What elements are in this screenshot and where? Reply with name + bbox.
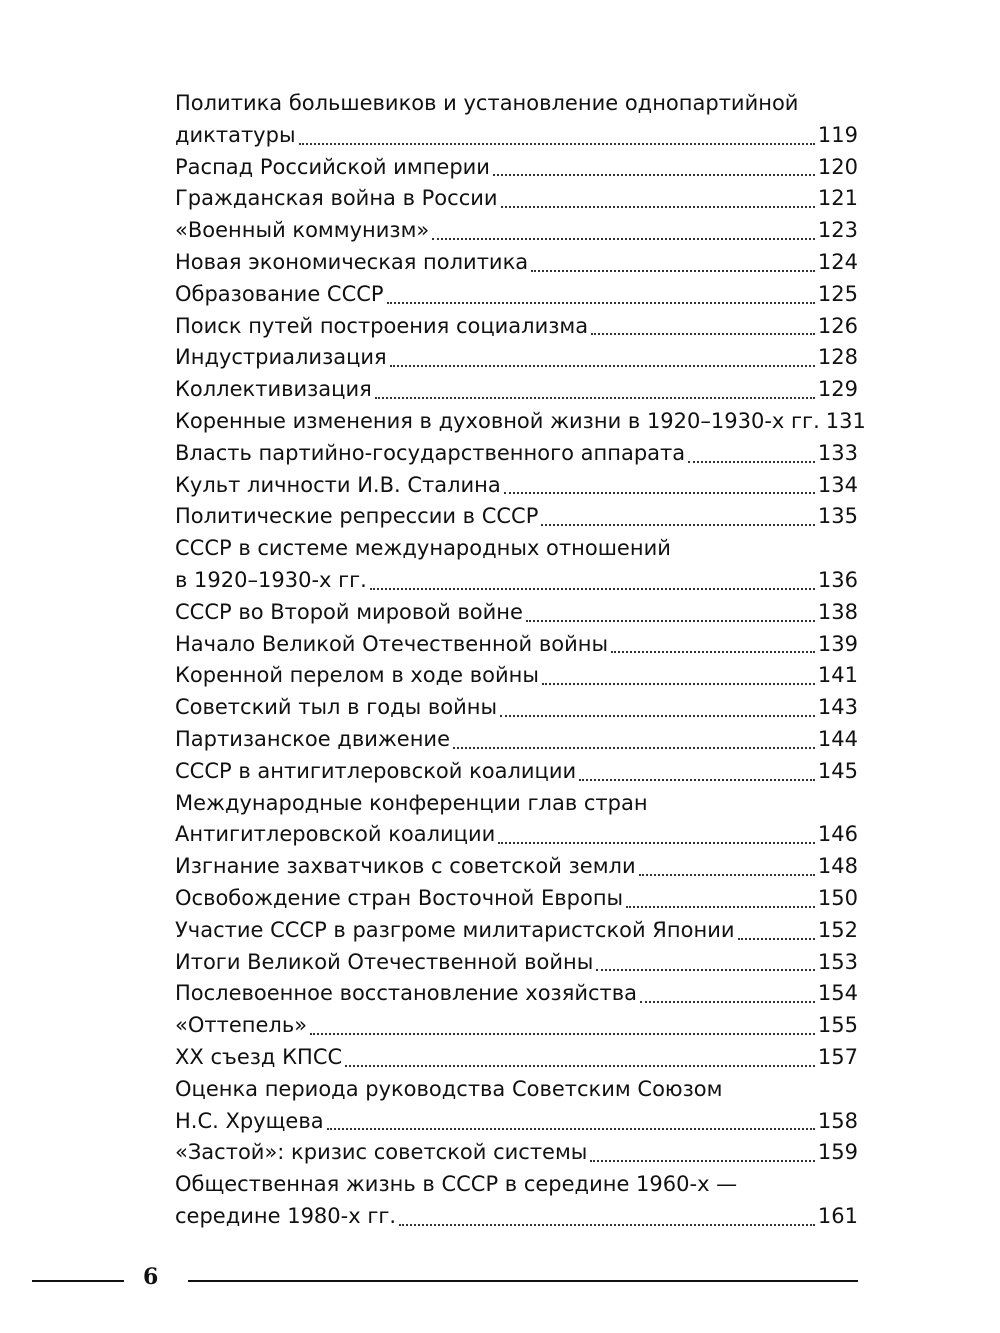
dot-leader — [579, 756, 815, 788]
toc-entry-line — [175, 724, 858, 756]
dot-leader — [370, 565, 815, 597]
toc-entry — [175, 1137, 858, 1169]
page-footer — [0, 1262, 1000, 1292]
toc-entry-line — [175, 1137, 858, 1169]
dot-leader — [390, 342, 815, 374]
toc-entry-title: «Оттепель» — [175, 1013, 308, 1038]
dot-leader — [493, 152, 815, 184]
toc-entry-page: 158 — [817, 1108, 858, 1133]
dot-leader — [432, 215, 815, 247]
toc-entry-page: 134 — [817, 472, 858, 497]
dot-leader — [299, 120, 815, 152]
toc-entry-title: Международные конференции глав стран — [175, 790, 648, 815]
toc-entry-page: 129 — [817, 377, 858, 402]
toc-entry-title: Культ личности И.В. Сталина — [175, 472, 501, 497]
toc-entry-title: Политика большевиков и установление однопартийной — [175, 91, 799, 115]
toc-entry — [175, 501, 858, 533]
toc-entry-line — [175, 247, 858, 279]
toc-entry-title-line — [175, 88, 858, 120]
toc-entry-line — [175, 660, 858, 692]
toc-entry-page: 144 — [817, 726, 858, 751]
toc-entry-line — [175, 597, 858, 629]
toc-entry — [175, 1010, 858, 1042]
toc-entry-page: 157 — [817, 1044, 858, 1069]
toc-entry-title: Изгнание захватчиков с советской земли — [175, 854, 636, 879]
toc-entry-page: 138 — [817, 599, 858, 624]
toc-entry — [175, 724, 858, 756]
toc-entry-title: Индустриализация — [175, 345, 387, 370]
toc-entry-line — [175, 406, 866, 438]
toc-entry-page: 148 — [817, 854, 858, 879]
toc-entry — [175, 788, 858, 852]
toc-entry-title-line — [175, 1074, 858, 1106]
toc-entry — [175, 470, 858, 502]
toc-entry-title: Власть партийно-государственного аппарата — [175, 440, 686, 465]
dot-leader — [498, 819, 815, 851]
toc-entry-line — [175, 279, 858, 311]
toc-entry-page: 159 — [817, 1140, 858, 1165]
dot-leader — [639, 851, 815, 883]
toc-entry — [175, 1074, 858, 1138]
dot-leader — [399, 1201, 815, 1233]
toc-entry — [175, 533, 858, 597]
toc-entry-title: СССР в антигитлеровской коалиции — [175, 758, 577, 783]
toc-entry — [175, 152, 858, 184]
toc-entry-line — [175, 342, 858, 374]
toc-entry-title-line — [175, 1169, 858, 1201]
toc-entry-page: 131 — [825, 408, 866, 433]
dot-leader — [500, 692, 815, 724]
toc-entry-line — [175, 1010, 858, 1042]
toc-entry — [175, 279, 858, 311]
toc-entry-line — [175, 1042, 858, 1074]
footer-rule-right — [188, 1280, 858, 1282]
toc-entry-page: 136 — [817, 567, 858, 592]
toc-entry-line — [175, 978, 858, 1010]
dot-leader — [310, 1010, 815, 1042]
toc-entry-line — [175, 152, 858, 184]
toc-entry — [175, 660, 858, 692]
toc-entry-title: Н.С. Хрущева — [175, 1108, 324, 1133]
toc-entry-title: «Застой»: кризис советской системы — [175, 1140, 588, 1165]
toc-entry-page: 152 — [817, 917, 858, 942]
toc-entry-page: 120 — [817, 154, 858, 179]
toc-entry — [175, 88, 858, 152]
toc-entry-title: Поиск путей построения социализма — [175, 313, 589, 338]
toc-entry-line — [175, 120, 858, 152]
dot-leader — [590, 1137, 815, 1169]
toc-entry-line — [175, 215, 858, 247]
toc-entry-title: Общественная жизнь в СССР в середине 1960-х — — [175, 1172, 738, 1197]
toc-entry-line — [175, 947, 858, 979]
toc-entry-title: Коренной перелом в ходе войны — [175, 663, 539, 688]
toc-entry-page: 124 — [817, 249, 858, 274]
toc-entry-line — [175, 756, 858, 788]
dot-leader — [738, 915, 815, 947]
toc-entry-page: 155 — [817, 1013, 858, 1038]
toc-entry-page: 125 — [817, 281, 858, 306]
toc-entry-title: Распад Российской империи — [175, 154, 490, 179]
toc-entry-title-line — [175, 788, 858, 820]
toc-entry-title: Образование СССР — [175, 281, 384, 306]
toc-entry-line — [175, 374, 858, 406]
toc-entry — [175, 756, 858, 788]
toc-entry-page: 128 — [817, 345, 858, 370]
toc-entry-title: Политические репрессии в СССР — [175, 504, 539, 529]
dot-leader — [611, 629, 815, 661]
toc-entry — [175, 915, 858, 947]
toc-entry-page: 141 — [817, 663, 858, 688]
toc-entry-title: Партизанское движение — [175, 726, 450, 751]
toc-entry-page: 135 — [817, 504, 858, 529]
toc-entry-page: 150 — [817, 885, 858, 910]
toc-entry-page: 143 — [817, 695, 858, 720]
toc-entry-title: XX съезд КПСС — [175, 1044, 343, 1069]
toc-entry-page: 121 — [817, 186, 858, 211]
toc-entry-line — [175, 629, 858, 661]
toc-entry-page: 126 — [817, 313, 858, 338]
toc-entry-title: Советский тыл в годы войны — [175, 695, 498, 720]
dot-leader — [542, 660, 815, 692]
toc-entry-page: 145 — [817, 758, 858, 783]
toc-entry-title: Оценка периода руководства Советским Союзом — [175, 1076, 723, 1101]
dot-leader — [626, 883, 815, 915]
dot-leader — [327, 1106, 815, 1138]
toc-entry-line — [175, 438, 858, 470]
toc-entry-title: диктатуры — [175, 122, 296, 147]
toc-entry-line — [175, 692, 858, 724]
toc-entry-line — [175, 1106, 858, 1138]
toc-entry — [175, 978, 858, 1010]
dot-leader — [640, 978, 815, 1010]
toc-entry — [175, 311, 858, 343]
dot-leader — [504, 470, 815, 502]
toc-entry-title: Антигитлеровской коалиции — [175, 822, 496, 847]
toc-entry-title: Освобождение стран Восточной Европы — [175, 885, 624, 910]
dot-leader — [591, 311, 815, 343]
toc-entry — [175, 851, 858, 883]
toc-entry-line — [175, 470, 858, 502]
toc-entry-title: Коллективизация — [175, 377, 372, 402]
toc-entry-line — [175, 311, 858, 343]
toc-entry-title: «Военный коммунизм» — [175, 218, 430, 243]
toc-entry-line — [175, 819, 858, 851]
toc-entry-line — [175, 851, 858, 883]
toc-entry — [175, 438, 858, 470]
toc-entry-page: 153 — [817, 949, 858, 974]
toc-entry-title: СССР в системе международных отношений — [175, 536, 671, 561]
toc-entry-title-line — [175, 533, 858, 565]
toc-entry — [175, 1042, 858, 1074]
toc-entry-title: Участие СССР в разгроме милитаристской Японии — [175, 917, 735, 942]
toc-entry-title: середине 1980-х гг. — [175, 1203, 397, 1228]
toc-entry — [175, 215, 858, 247]
page-number: 6 — [143, 1264, 159, 1290]
toc-entry-page: 139 — [817, 631, 858, 656]
toc-entry — [175, 342, 858, 374]
table-of-contents — [175, 88, 866, 1233]
toc-entry-page: 161 — [817, 1203, 858, 1228]
dot-leader — [526, 597, 815, 629]
dot-leader — [501, 183, 815, 215]
toc-entry — [175, 947, 858, 979]
toc-entry-title: Итоги Великой Отечественной войны — [175, 949, 594, 974]
toc-entry-page: 119 — [817, 122, 858, 147]
toc-entry-title: в 1920–1930-х гг. — [175, 567, 367, 592]
dot-leader — [531, 247, 815, 279]
dot-leader — [375, 374, 815, 406]
footer-rule-left — [32, 1280, 124, 1282]
dot-leader — [596, 947, 815, 979]
toc-entry-line — [175, 183, 858, 215]
toc-entry — [175, 406, 866, 438]
toc-entry-line — [175, 915, 858, 947]
toc-entry — [175, 883, 858, 915]
dot-leader — [387, 279, 815, 311]
toc-entry-page: 154 — [817, 981, 858, 1006]
dot-leader — [688, 438, 815, 470]
toc-entry-line — [175, 501, 858, 533]
toc-entry-page: 123 — [817, 218, 858, 243]
dot-leader — [453, 724, 815, 756]
toc-entry — [175, 1169, 858, 1233]
toc-entry-page: 133 — [817, 440, 858, 465]
toc-entry-line — [175, 883, 858, 915]
toc-entry-title: Гражданская война в России — [175, 186, 498, 211]
toc-entry-line — [175, 1201, 858, 1233]
toc-entry-page: 146 — [817, 822, 858, 847]
dot-leader — [345, 1042, 815, 1074]
toc-entry — [175, 597, 858, 629]
toc-entry — [175, 183, 858, 215]
toc-entry-title: Послевоенное восстановление хозяйства — [175, 981, 638, 1006]
toc-entry — [175, 629, 858, 661]
toc-entry-title: Начало Великой Отечественной войны — [175, 631, 609, 656]
toc-entry — [175, 374, 858, 406]
toc-entry — [175, 692, 858, 724]
toc-entry-title: Новая экономическая политика — [175, 249, 529, 274]
toc-entry-line — [175, 565, 858, 597]
toc-entry-title: СССР во Второй мировой войне — [175, 599, 523, 624]
dot-leader — [541, 501, 815, 533]
toc-entry-title: Коренные изменения в духовной жизни в 1920–1930-х гг. — [175, 408, 820, 433]
toc-entry — [175, 247, 858, 279]
